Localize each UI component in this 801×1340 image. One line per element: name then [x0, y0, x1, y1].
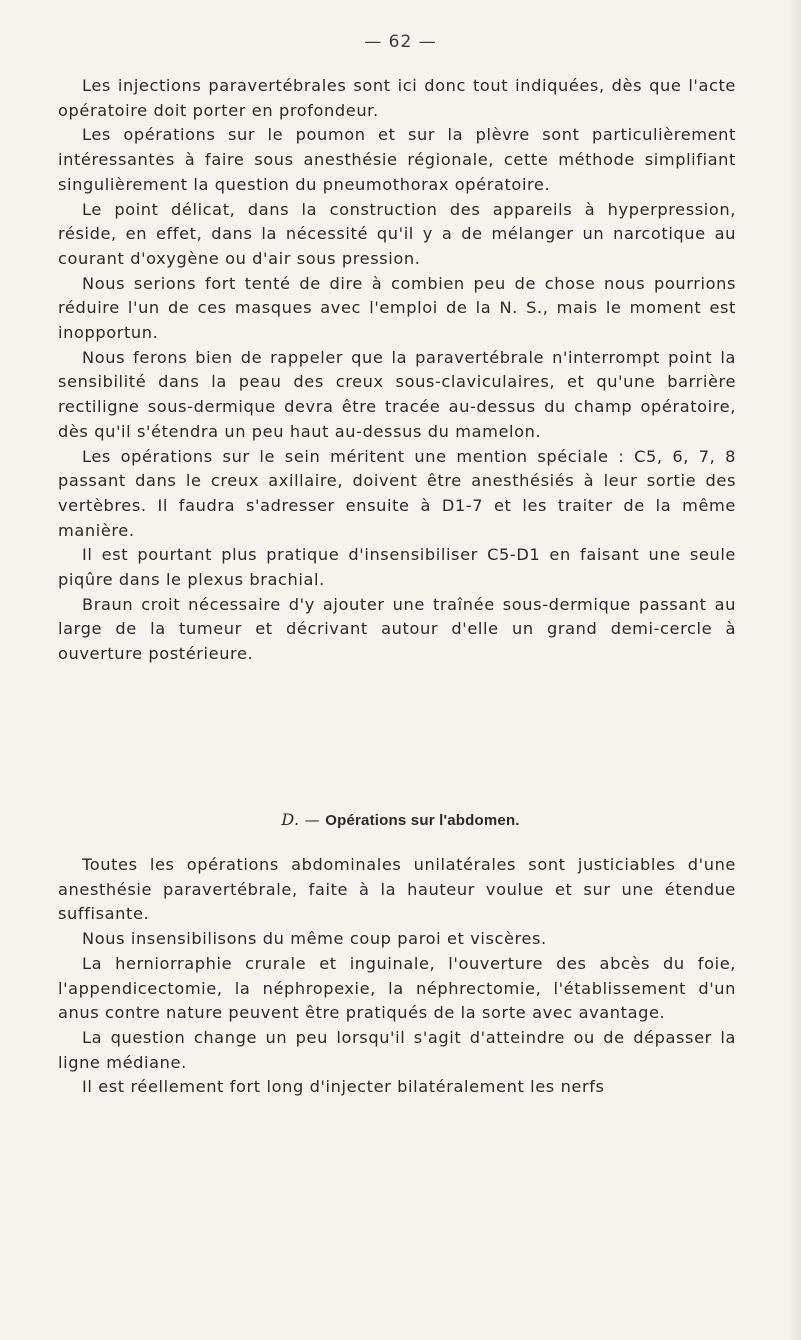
paragraph: Il est réellement fort long d'injecter bilatéralement les nerfs	[82, 1077, 605, 1097]
paragraph: Il est pourtant plus pratique d'insensibiliser C5-D1 en faisant une seule piqûre dans le plexus brachial.	[58, 545, 736, 590]
paragraph: Nous serions fort tenté de dire à combien peu de chose nous pourrions réduire l'un de ces masques avec l'emploi de la N. S., mais le moment est inopportun.	[58, 273, 736, 343]
section-heading	[0, 810, 801, 829]
text-block-after-section	[58, 853, 736, 1100]
section-title: Opérations sur l'abdomen.	[325, 812, 520, 829]
paragraph: Toutes les opérations abdominales unilatérales sont justiciables d'une anesthésie paravertébrale, faite à la hauteur voulue et sur une étendue suffisante.	[58, 855, 736, 924]
paragraph: Les opérations sur le poumon et sur la plèvre sont particulièrement intéressantes à faire sous anesthésie régionale, cette méthode simplifiant singulièrement la question du pneumothorax opératoire.	[58, 125, 736, 194]
paragraph: La herniorraphie crurale et inguinale, l'ouverture des abcès du foie, l'appendicectomie, la néphropexie, la néphrectomie, l'établissement d'un anus contre nature peuvent être pratiqués de la sorte avec avantage.	[58, 953, 736, 1023]
section-dash: —	[299, 811, 326, 829]
page-edge-shadow	[787, 0, 801, 1340]
paragraph: La question change un peu lorsqu'il s'agit d'atteindre ou de dépasser la ligne médiane.	[58, 1027, 736, 1072]
text-block-before-section	[58, 74, 736, 667]
paragraph: Les opérations sur le sein méritent une mention spéciale : C5, 6, 7, 8 passant dans le creux axillaire, doivent être anesthésiés à leur sortie des vertèbres. Il faudra s'adresser ensuite à D1-7 et les traiter de la même manière.	[58, 446, 736, 540]
section-letter: D.	[281, 810, 300, 829]
page-number: — 62 —	[364, 32, 437, 52]
paragraph: Le point délicat, dans la construction des appareils à hyperpression, réside, en effet, dans la nécessité qu'il y a de mélanger un narcotique au courant d'oxygène ou d'air sous pression.	[58, 199, 736, 268]
paragraph: Nous insensibilisons du même coup paroi et viscères.	[82, 929, 547, 949]
paragraph: Nous ferons bien de rappeler que la paravertébrale n'interrompt point la sensibilité dans la peau des creux sous-claviculaires, et qu'une barrière rectiligne sous-dermique devra être tracée au-dessus du champ opératoire, dès qu'il s'étendra un peu haut au-dessus du mamelon.	[58, 347, 736, 441]
paragraph: Les injections paravertébrales sont ici donc tout indiquées, dès que l'acte opératoire doit porter en profondeur.	[58, 76, 736, 120]
paragraph: Braun croit nécessaire d'y ajouter une traînée sous-dermique passant au large de la tumeur et décrivant autour d'elle un grand demi-cercle à ouverture postérieure.	[58, 594, 736, 664]
